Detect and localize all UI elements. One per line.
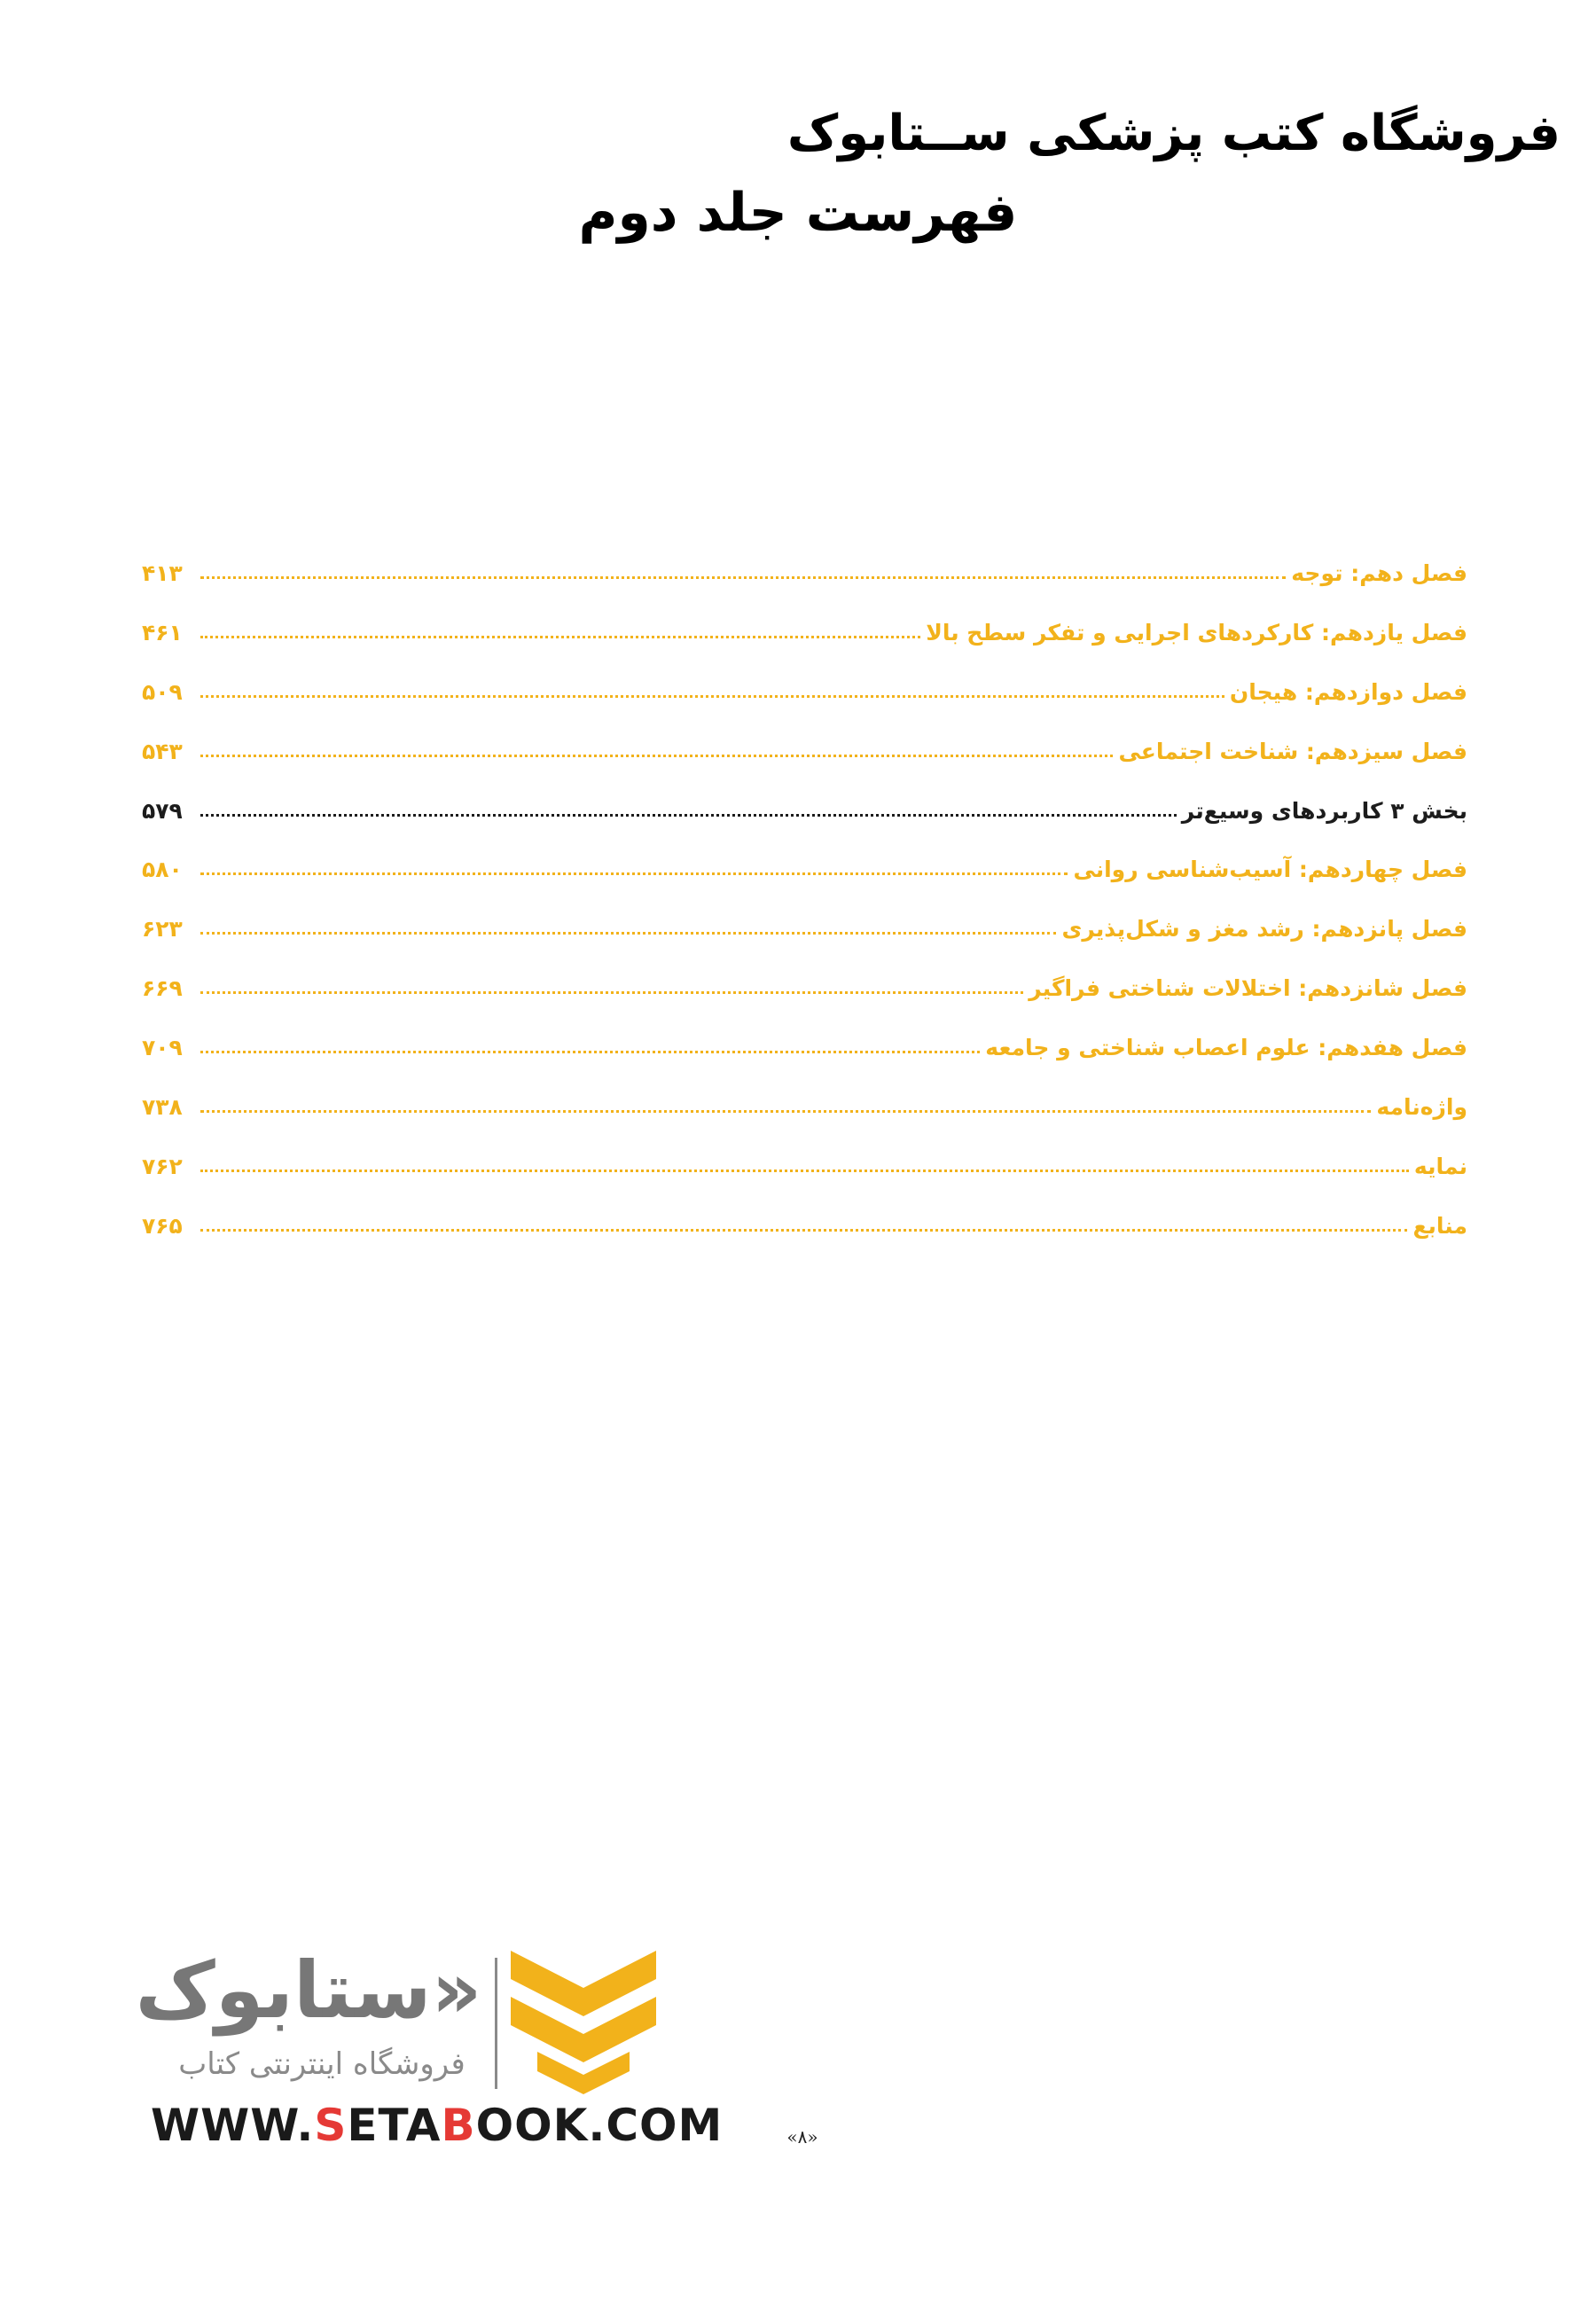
page-title: فهرست جلد دوم — [578, 182, 1018, 244]
chevron-book-icon — [495, 1942, 672, 2097]
toc-row[interactable] — [142, 857, 1467, 916]
toc-page-number: ۴۶۱ — [142, 619, 183, 645]
logo-wordmark: «ستابوک — [135, 1944, 482, 2036]
page-number: «۸» — [786, 2126, 818, 2147]
toc-leader-dots — [200, 575, 1286, 579]
toc-page-number: ۶۶۹ — [142, 975, 183, 1002]
toc-row[interactable] — [142, 798, 1467, 857]
toc-page-number: ۶۲۳ — [142, 916, 183, 943]
toc-page-number: ۵۴۳ — [142, 738, 183, 764]
toc-row[interactable] — [142, 739, 1467, 798]
website-part: WWW. — [151, 2100, 315, 2151]
toc-leader-dots — [200, 813, 1177, 817]
toc-row[interactable] — [142, 1213, 1467, 1272]
toc-row[interactable] — [142, 679, 1467, 739]
store-title: فروشگاه کتب پزشکی ســتابوک — [786, 105, 1561, 162]
toc-label: بخش ۳ کاربردهای وسیع‌تر — [1181, 797, 1467, 824]
toc-row[interactable] — [142, 620, 1467, 679]
toc-label: فصل سیزدهم: شناخت اجتماعی — [1118, 738, 1467, 764]
toc-label: فصل چهاردهم: آسیب‌شناسی روانی — [1073, 857, 1467, 883]
logo-divider — [495, 1958, 497, 2089]
toc-leader-dots — [200, 990, 1023, 994]
toc-label: فصل دوازدهم: هیجان — [1229, 678, 1467, 705]
toc-row[interactable] — [142, 975, 1467, 1035]
website-part-highlight: S — [314, 2100, 348, 2151]
toc-leader-dots — [200, 1228, 1407, 1232]
toc-label: فصل شانزدهم: اختلالات شناختی فراگیر — [1029, 975, 1467, 1002]
toc-leader-dots — [200, 754, 1113, 757]
toc-page-number: ۷۰۹ — [142, 1035, 183, 1061]
toc-label: فصل پانزدهم: رشد مغز و شکل‌پذیری — [1061, 916, 1467, 943]
toc-leader-dots — [200, 931, 1056, 935]
toc-label: فصل یازدهم: کارکردهای اجرایی و تفکر سطح بالا — [926, 619, 1467, 645]
toc-row[interactable] — [142, 1035, 1467, 1094]
toc-leader-dots — [200, 1109, 1371, 1113]
setabook-logo[interactable] — [131, 1942, 681, 2101]
table-of-contents — [142, 560, 1467, 1272]
toc-leader-dots — [200, 1050, 980, 1053]
toc-page-number: ۵۸۰ — [142, 857, 183, 883]
toc-page-number: ۷۶۵ — [142, 1212, 183, 1239]
toc-label: فصل دهم: توجه — [1291, 560, 1467, 586]
toc-row[interactable] — [142, 1154, 1467, 1213]
toc-page-number: ۵۷۹ — [142, 797, 183, 824]
toc-leader-dots — [200, 1169, 1409, 1172]
website-part: ETA — [347, 2100, 442, 2151]
toc-leader-dots — [200, 694, 1224, 698]
toc-label: منابع — [1412, 1212, 1467, 1239]
toc-leader-dots — [200, 635, 920, 638]
website-url[interactable] — [151, 2100, 724, 2151]
toc-label: فصل هفدهم: علوم اعصاب شناختی و جامعه — [985, 1035, 1467, 1061]
toc-page-number: ۷۳۸ — [142, 1094, 183, 1121]
toc-label: نمایه — [1413, 1153, 1467, 1179]
toc-row[interactable] — [142, 560, 1467, 620]
toc-leader-dots — [200, 872, 1068, 875]
website-part: OOK.COM — [475, 2100, 724, 2151]
toc-page-number: ۵۰۹ — [142, 678, 183, 705]
toc-row[interactable] — [142, 916, 1467, 975]
toc-label: واژه‌نامه — [1376, 1094, 1467, 1121]
toc-row[interactable] — [142, 1094, 1467, 1154]
toc-page-number: ۷۶۲ — [142, 1153, 183, 1179]
website-part-highlight: B — [441, 2100, 476, 2151]
toc-page-number: ۴۱۳ — [142, 560, 183, 586]
logo-tagline: فروشگاه اینترنتی کتاب — [178, 2046, 466, 2082]
